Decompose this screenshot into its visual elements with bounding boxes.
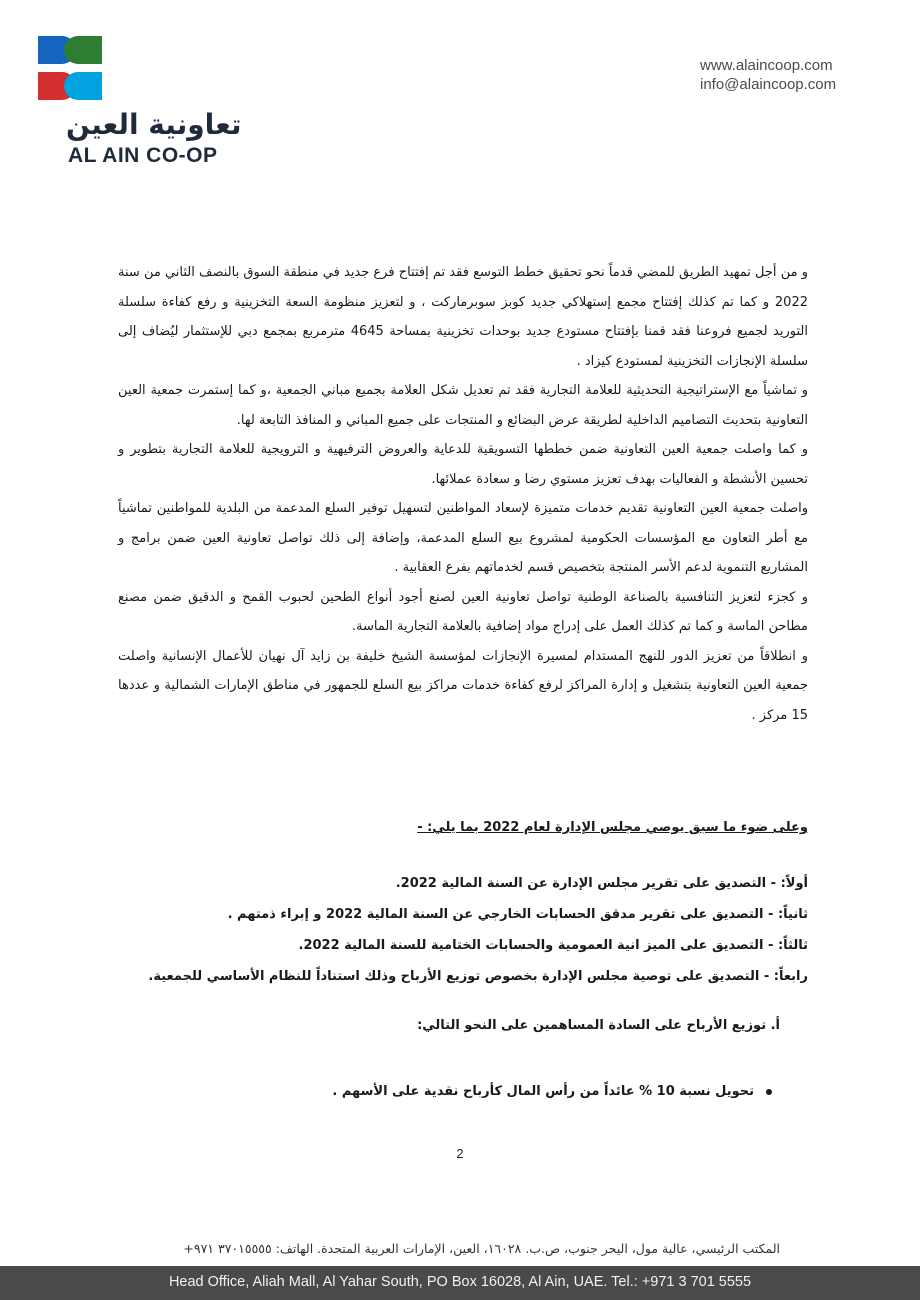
brand-name-arabic: تعاونية العين [66, 108, 242, 141]
brand-name-english: AL AIN CO-OP [68, 144, 218, 167]
bullet-item [332, 1084, 772, 1099]
paragraph: و تماشياً مع الإستراتيجية التحديثية للعلامة التجارية فقد تم تعديل شكل العلامة بجميع مباني الجمعية ،و كما إستمرت جمعية العين التعاونية بتحديث التصاميم الداخلية لطريقة عرض البضائع و المنتجات على جميع المباني و المنافذ التابعة لها. [118, 383, 808, 428]
resolution-item: ثانياً: - التصديق على تقرير مدقق الحسابات الخارجي عن السنة المالية 2022 و إبراء ذمتهم . [227, 907, 808, 922]
website-link[interactable]: www.alaincoop.com [700, 57, 833, 74]
resolutions-list [118, 868, 808, 992]
recommendations-heading: وعلى ضوء ما سبق يوصي مجلس الإدارة لعام 2022 بما يلي: - [417, 820, 808, 835]
al-ain-coop-logo [34, 32, 106, 104]
profit-distribution-subitem: أ. توزيع الأرباح على السادة المساهمين على النحو التالي: [417, 1018, 780, 1033]
logo-cyan-petal [64, 72, 102, 100]
resolution-item: ثالثاً: - التصديق على الميز انية العمومية والحسابات الختامية للسنة المالية 2022. [298, 938, 808, 953]
report-body [118, 258, 808, 730]
email-link[interactable]: info@alaincoop.com [700, 76, 837, 93]
resolution-item: رابعاً: - التصديق على توصية مجلس الإدارة بخصوص توزيع الأرباح وذلك استناداً للنظام الأساسي للجمعية. [148, 969, 808, 984]
paragraph: و من أجل تمهيد الطريق للمضي قدماً نحو تحقيق خطط التوسع فقد تم إفتتاح فرع جديد في منطقة السوق بالنصف الثاني من سنة 2022 و كما تم كذلك إفتتاح مجمع إستهلاكي جديد كوبز سوبرماركت ، و لتعزيز منظومة السعة التخزينية و رفع كفاءة سلسلة التوريد لجميع فروعنا فقد قمنا بإفتتاح مستودع جديد بوحدات تخزينية بمساحة 4645 مترمربع بمجمع دبي للإستثمار ليُضاف إلى سلسلة الإنجازات التخزينية لمستودع كيزاد . [118, 265, 808, 369]
footer-address-english: Head Office, Aliah Mall, Al Yahar South, PO Box 16028, Al Ain, UAE. Tel.: +971 3 701 5555 [168, 1274, 752, 1290]
page-number: 2 [456, 1146, 464, 1161]
paragraph: و انطلاقاً من تعزيز الدور للنهج المستدام لمسيرة الإنجازات لمؤسسة الشيخ خليفة بن زايد آل نهيان للأعمال الإنسانية واصلت جمعية العين التعاونية بتشغيل و إدارة المراكز لرفع كفاءة خدمات مراكز بيع السلع للجمهور في مناطق الإمارات الشمالية و عددها 15 مركز . [118, 648, 808, 723]
logo-green-petal [64, 36, 102, 64]
paragraph: و كما واصلت جمعية العين التعاونية ضمن خططها التسويقية للدعاية والعروض الترفيهية و الترويجية للعلامة التجارية بتطوير و تحسين الأنشطة و الفعاليات بهدف تعزيز مستوي رضا و سعادة عملائها. [118, 442, 808, 487]
bullet-dot-icon [766, 1089, 772, 1095]
contact-block [700, 56, 836, 94]
bullet-text: تحويل نسبة 10 % عائداً من رأس المال كأرباح نقدية على الأسهم . [332, 1084, 754, 1099]
resolution-item: أولاً: - التصديق على تقرير مجلس الإدارة عن السنة المالية 2022. [395, 876, 808, 891]
paragraph: واصلت جمعية العين التعاونية تقديم خدمات متميزة لإسعاد المواطنين لتسهيل توفير السلع المدعمة من البلدية للمواطنين تماشياً مع أطر التعاون مع المؤسسات الحكومية لمشروع بيع السلع المدعمة، وإضافة إلى ذلك تواصل تعاونية العين ضمن برامج و المشاريع التنموية لدعم الأسر المنتجة بتخصيص قسم لخدماتهم بفرع العقابية . [118, 501, 808, 575]
footer-address-arabic: المكتب الرئيسي، عالية مول، اليحر جنوب، ص.ب. ١٦٠٢٨، العين، الإمارات العربية المتحدة. الهاتف: ٣٧٠١٥٥٥٥ ٩٧١+ [183, 1241, 780, 1256]
paragraph: و كجزء لتعزيز التنافسية بالصناعة الوطنية تواصل تعاونية العين لصنع أجود أنواع الطحين لحبوب القمح و الدقيق ضمن مصنع مطاحن الماسة و كما تم كذلك العمل على إدراج مواد إضافية بالعلامة التجارية الماسة. [118, 589, 808, 634]
